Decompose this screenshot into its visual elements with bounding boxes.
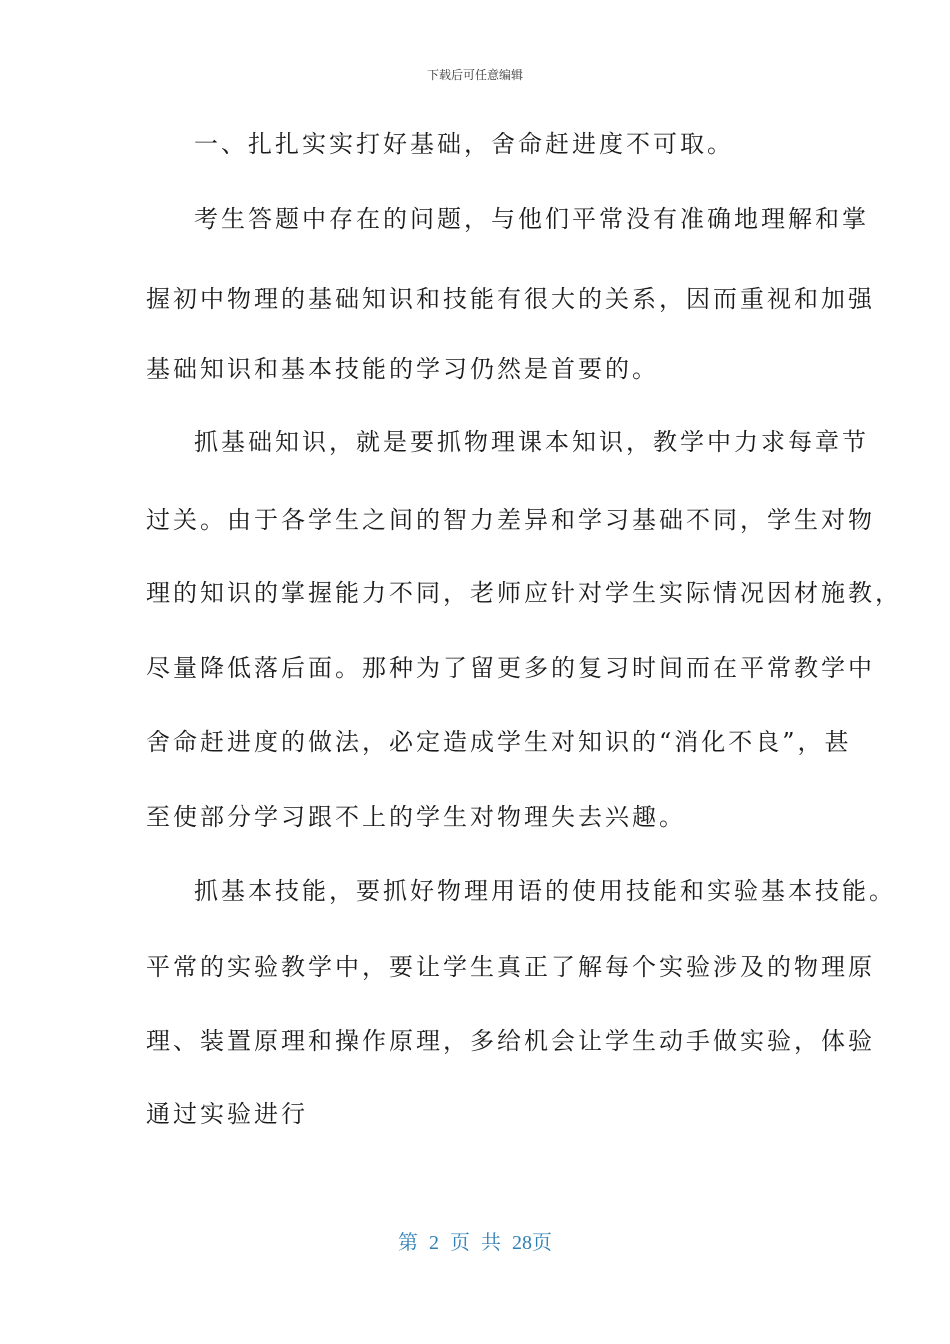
paragraph-line: 至使部分学习跟不上的学生对物理失去兴趣。 (146, 803, 686, 831)
paragraph-line: 基础知识和基本技能的学习仍然是首要的。 (146, 355, 659, 383)
paragraph-line: 舍命赶进度的做法，必定造成学生对知识的“消化不良”，甚 (146, 728, 852, 756)
paragraph-line: 过关。由于各学生之间的智力差异和学习基础不同，学生对物 (146, 506, 875, 534)
paragraph-line: 抓基础知识，就是要抓物理课本知识，教学中力求每章节 (194, 428, 869, 456)
paragraph-line: 抓基本技能，要抓好物理用语的使用技能和实验基本技能。 (194, 877, 896, 905)
paragraph-line: 理的知识的掌握能力不同，老师应针对学生实际情况因材施教， (146, 579, 902, 607)
paragraph-line: 平常的实验教学中，要让学生真正了解每个实验涉及的物理原 (146, 953, 875, 981)
paragraph-line: 一、扎扎实实打好基础，舍命赶进度不可取。 (194, 130, 734, 158)
page-number: 第 2 页 共 28页 (398, 1232, 552, 1254)
paragraph-line: 理、装置原理和操作原理，多给机会让学生动手做实验，体验 (146, 1027, 875, 1055)
paragraph-line: 握初中物理的基础知识和技能有很大的关系，因而重视和加强 (146, 285, 875, 313)
paragraph-line: 通过实验进行 (146, 1100, 308, 1128)
paragraph-line: 考生答题中存在的问题，与他们平常没有准确地理解和掌 (194, 205, 869, 233)
paragraph-line: 尽量降低落后面。那种为了留更多的复习时间而在平常教学中 (146, 654, 875, 682)
page-header: 下载后可任意编辑 (426, 68, 523, 82)
